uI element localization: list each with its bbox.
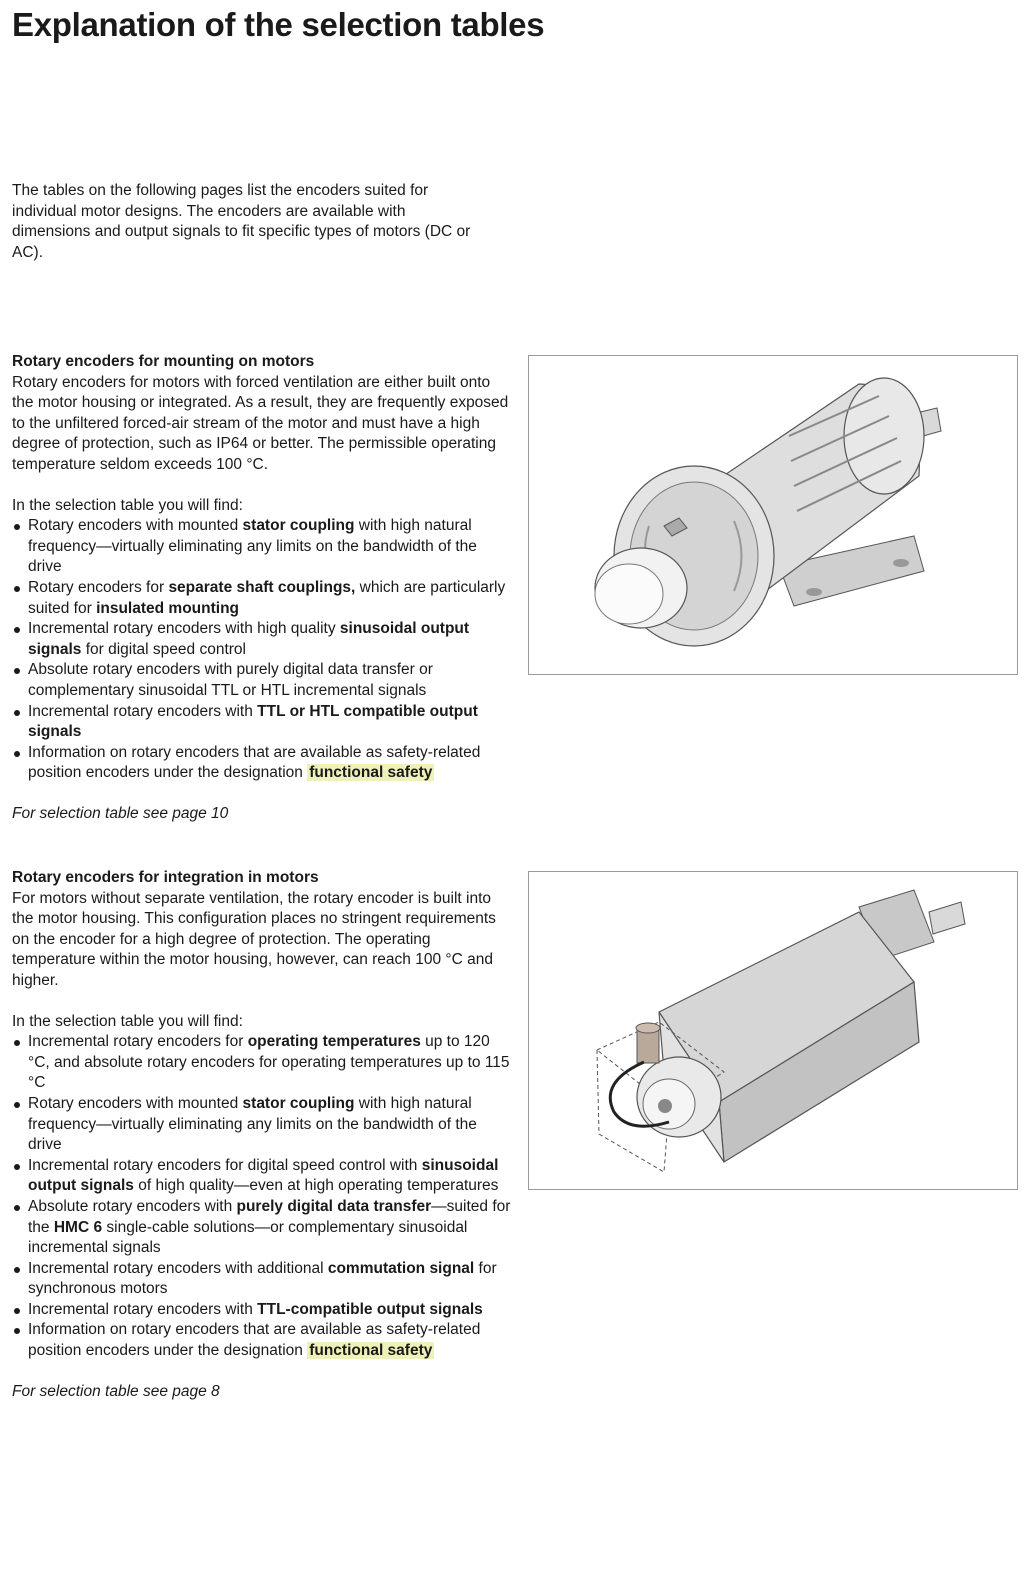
- motor-with-integrated-encoder-illustration: [528, 871, 1018, 1190]
- list-item: Incremental rotary encoders with TTL or HTL compatible output signals: [12, 702, 512, 743]
- list-item: Rotary encoders with mounted stator coupling with high natural frequency—virtually eliminating any limits on the bandwidth of the drive: [12, 516, 512, 578]
- intro-paragraph: The tables on the following pages list the encoders suited for individual motor designs. The encoders are available with dimensions and output signals to fit specific types of motors (DC or AC).: [12, 182, 471, 261]
- list-item: Absolute rotary encoders with purely digital data transfer or complementary sinusoidal TTL or HTL incremental signals: [12, 660, 512, 701]
- section-integration: [12, 868, 512, 1402]
- page-title: Explanation of the selection tables: [12, 6, 545, 43]
- feature-list: [12, 1032, 512, 1362]
- page-reference: For selection table see page 10: [12, 804, 229, 822]
- list-item: Information on rotary encoders that are available as safety-related position encoders under the designation functional safety: [12, 743, 512, 784]
- page-reference: For selection table see page 8: [12, 1382, 220, 1400]
- feature-list: [12, 516, 512, 784]
- list-intro: In the selection table you will find:: [12, 496, 243, 514]
- list-item: Incremental rotary encoders with high quality sinusoidal output signals for digital speed control: [12, 619, 512, 660]
- motor-with-mounted-encoder-illustration: [528, 355, 1018, 675]
- functional-safety-highlight: functional safety: [309, 764, 433, 782]
- section-heading: Rotary encoders for integration in motors: [12, 869, 319, 886]
- list-item: Absolute rotary encoders with purely digital data transfer—suited for the HMC 6 single-cable solutions—or complementary sinusoidal incremental signals: [12, 1197, 512, 1259]
- section-body: For motors without separate ventilation, the rotary encoder is built into the motor housing. This configuration places no stringent requirements on the encoder for a high degree of protection. The operating temperature within the motor housing, however, can reach 100 °C and higher.: [12, 889, 496, 989]
- section-body: Rotary encoders for motors with forced ventilation are either built onto the motor housing or integrated. As a result, they are frequently exposed to the unfiltered forced-air stream of the motor and must have a high degree of protection, such as IP64 or better. The permissible operating temperature seldom exceeds 100 °C.: [12, 373, 509, 473]
- functional-safety-highlight: functional safety: [309, 1342, 433, 1360]
- list-item: Incremental rotary encoders for operating temperatures up to 120 °C, and absolute rotary encoders for operating temperatures up to 115 °C: [12, 1032, 512, 1094]
- list-item: Incremental rotary encoders with additional commutation signal for synchronous motors: [12, 1259, 512, 1300]
- list-intro: In the selection table you will find:: [12, 1012, 243, 1030]
- list-item: Rotary encoders with mounted stator coupling with high natural frequency—virtually eliminating any limits on the bandwidth of the drive: [12, 1094, 512, 1156]
- section-heading: Rotary encoders for mounting on motors: [12, 353, 315, 370]
- list-item: Incremental rotary encoders for digital speed control with sinusoidal output signals of high quality—even at high operating temperatures: [12, 1156, 512, 1197]
- list-item: Rotary encoders for separate shaft couplings, which are particularly suited for insulated mounting: [12, 578, 512, 619]
- list-item: Information on rotary encoders that are available as safety-related position encoders under the designation functional safety: [12, 1320, 512, 1361]
- list-item: Incremental rotary encoders with TTL-compatible output signals: [12, 1300, 512, 1321]
- section-mounting: [12, 352, 512, 824]
